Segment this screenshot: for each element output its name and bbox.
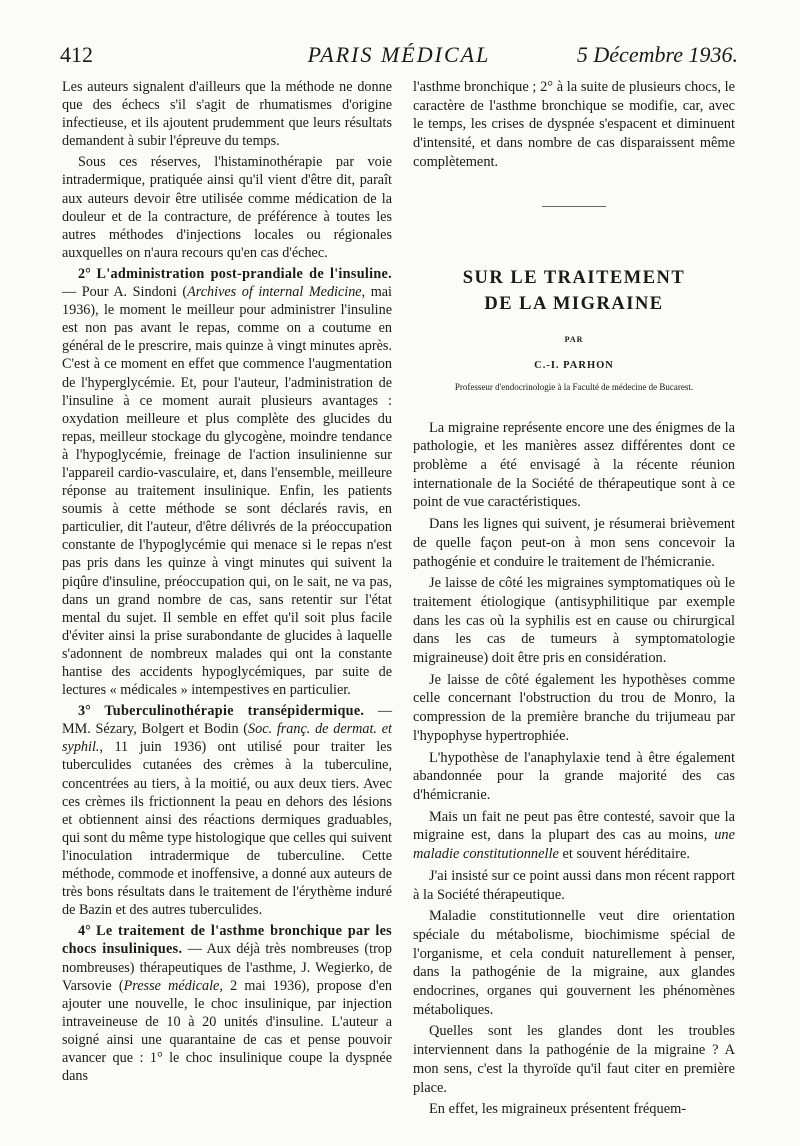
paragraph: J'ai insisté sur ce point aussi dans mon récent rapport à la Société thérapeutique. xyxy=(413,867,735,903)
source-citation: Archives of internal Medicine xyxy=(187,284,362,301)
article-body xyxy=(413,419,735,1119)
paragraph: Dans les lignes qui suivent, je résumerai brièvement de quelle façon peut-on à mon sens concevoir la pathogénie et conduire le traitement de l'hémicranie. xyxy=(413,516,735,570)
paragraph: Les auteurs signalent d'ailleurs que la méthode ne donne que des échecs s'il s'agit de rhumatismes d'origine infectieuse, et ils ajoutent prudemment que leurs résultats demandent à subir l'épreuve du temps. xyxy=(62,79,392,150)
journal-title: PARIS MÉDICAL xyxy=(307,42,491,67)
separator-rule xyxy=(542,206,606,207)
section-insuline: 2° L'administration post-prandiale de l'insuline. — Pour A. Sindoni (Archives of internal Medicine, mai 1936), le moment le meilleur pour administrer l'insuline est non pas avant le repas, comme on a coutume en général de le prescrire, mais quinze à vingt minutes après. C'est à ce moment en effet que commence l'augmentation de l'hyperglycémie. Et, pour l'auteur, l'administration de l'insuline à ce moment aurait plusieurs avantages : oxydation meilleure et plus complète des glucides du repas, meilleur stockage du glycogène, moindre tendance à l'hypoglycémie, freinage de l'action insulinienne sur l'appareil cardio-vasculaire, et, dans l'ensemble, meilleure réponse au traitement insulinique. Enfin, les patients soumis à cette méthode se sont déclarés ravis, en particulier, dit l'auteur, d'être délivrés de la préoccupation constante de l'hypoglycémie qui menace si le repas n'est pas pris dans les quinze à vingt minutes qui suivent la piqûre d'insuline, préoccupation qui, on le sait, ne va pas, dans un grand nombre de cas, sans retentir sur l'état mental du sujet. Il semble en effet qu'il soit plus facile d'éviter ainsi la prise surabondante de glucides à laquelle s'adonnent de nombreux malades qui ont la constante hantise des accidents hypoglycémiques, par suite de lectures « médicales » intempestives en particulier. xyxy=(62,265,392,699)
paragraph: La migraine représente encore une des énigmes de la pathologie, et les manières assez différentes dont ce problème a été envisagé à la récente réunion internationale de la Société de thérapeutique sont à ce point de vue caractéristiques. xyxy=(413,419,735,511)
paragraph: Quelles sont les glandes dont les troubles interviennent dans la pathogénie de la migraine ? A mon sens, c'est la thyroïde qu'il faut citer en première place. xyxy=(413,1023,735,1096)
paragraph: Je laisse de côté les migraines symptomatiques où le traitement étiologique (antisyphilitique par exemple dans les cas où la syphilis est en cause ou chirurgical dans les cas de tumeurs à symptomatologie migraineuse) doit être pris en considération. xyxy=(413,575,735,667)
paragraph: Mais un fait ne peut pas être contesté, savoir que la migraine est, dans la plupart des cas au moins, une maladie constitutionnelle et souvent héréditaire. xyxy=(413,808,735,863)
paragraph: l'asthme bronchique ; 2° à la suite de plusieurs chocs, le caractère de l'asthme bronchique se modifie, car, avec le temps, les crises de dyspnée s'espacent et diminuent d'intensité, et dans nombre de cas disparaissent même complètement. xyxy=(413,79,735,170)
running-header xyxy=(60,40,738,70)
paragraph: L'hypothèse de l'anaphylaxie tend à être également abandonnée pour la grande majorité des cas d'hémicranie. xyxy=(413,749,735,803)
paragraph: Maladie constitutionnelle veut dire orientation spéciale du métabolisme, biochimisme spécial de l'organisme, et cela conduit naturellement à penser, dans la pathogénie de la migraine, aux glandes endocrines, organes qui gouvernent les phénomènes métaboliques. xyxy=(413,908,735,1018)
section-tuberculine: 3° Tuberculinothérapie transépidermique. — MM. Sézary, Bolgert et Bodin (Soc. franç. de dermat. et syphil., 11 juin 1936) ont utilisé pour traiter les tuberculides cutanées des crèmes à la tuberculine, concentrées au tiers, à la moitié, ou aux deux tiers. Avec ces crèmes ils frictionnent la peau en dehors des lésions et obtiennent ainsi des réactions dermiques graduables, qui sont du même type histologique que celles qui suivent l'inoculation intradermique de tuberculine. Cette méthode, commode et inoffensive, a donné aux auteurs de très bons résultats dans le traitement de l'érythème induré de Bazin et des autres tuberculides. xyxy=(62,703,392,919)
issue-date: 5 Décembre 1936. xyxy=(576,42,738,67)
byline-par: PAR xyxy=(564,334,584,344)
left-column xyxy=(62,78,392,1088)
paragraph: Je laisse de côté également les hypothèses comme celle concernant l'obstruction du trou de Monro, la compression de la première branche du trijumeau par l'hypophyse hypertrophiée. xyxy=(413,671,735,744)
paragraph: En effet, les migraineux présentent fréquem- xyxy=(429,1101,687,1118)
source-citation: Presse médicale xyxy=(123,977,220,994)
page-number: 412 xyxy=(60,42,93,67)
section-title: Le traitement de l'asthme bronchique par les chocs insuliniques. xyxy=(62,923,393,958)
author-affiliation: Professeur d'endocrinologie à la Faculté de médecine de Bucarest. xyxy=(454,381,694,392)
paragraph: Sous ces réserves, l'histaminothérapie par voie intradermique, pratiquée ainsi qu'il vient d'être dit, paraît aux auteurs devoir être utilisée comme médication de la douleur et de la contracture, de préférence à toutes les autres méthodes d'injections locales ou régionales auxquelles on n'aura recours qu'en cas d'échec. xyxy=(62,154,392,261)
section-title: Tuberculinothérapie transépidermique. xyxy=(104,703,365,720)
source-citation: Soc. franç. de dermat. et syphil. xyxy=(62,721,392,756)
emphasis: une maladie constitutionnelle xyxy=(413,827,735,863)
right-column xyxy=(413,78,735,1122)
article-title: SUR LE TRAITEMENT DE LA MIGRAINE xyxy=(462,267,686,314)
section-asthme: 4° Le traitement de l'asthme bronchique par les chocs insuliniques. — Aux déjà très nombreuses (trop nombreuses) thérapeutiques de l'asthme, J. Wegierko, de Varsovie (Presse médicale, 2 mai 1936), propose d'en ajouter une nouvelle, le choc insulinique, par injection intraveineuse de 10 à 20 unités d'insuline. L'auteur a soigné ainsi une quarantaine de cas et pense pouvoir avancer que : 1° le choc insulinique coupe la dyspnée dans xyxy=(62,923,393,1085)
author-name: C.-I. PARHON xyxy=(534,360,614,372)
section-title: L'administration post-prandiale de l'insuline. xyxy=(96,265,392,282)
